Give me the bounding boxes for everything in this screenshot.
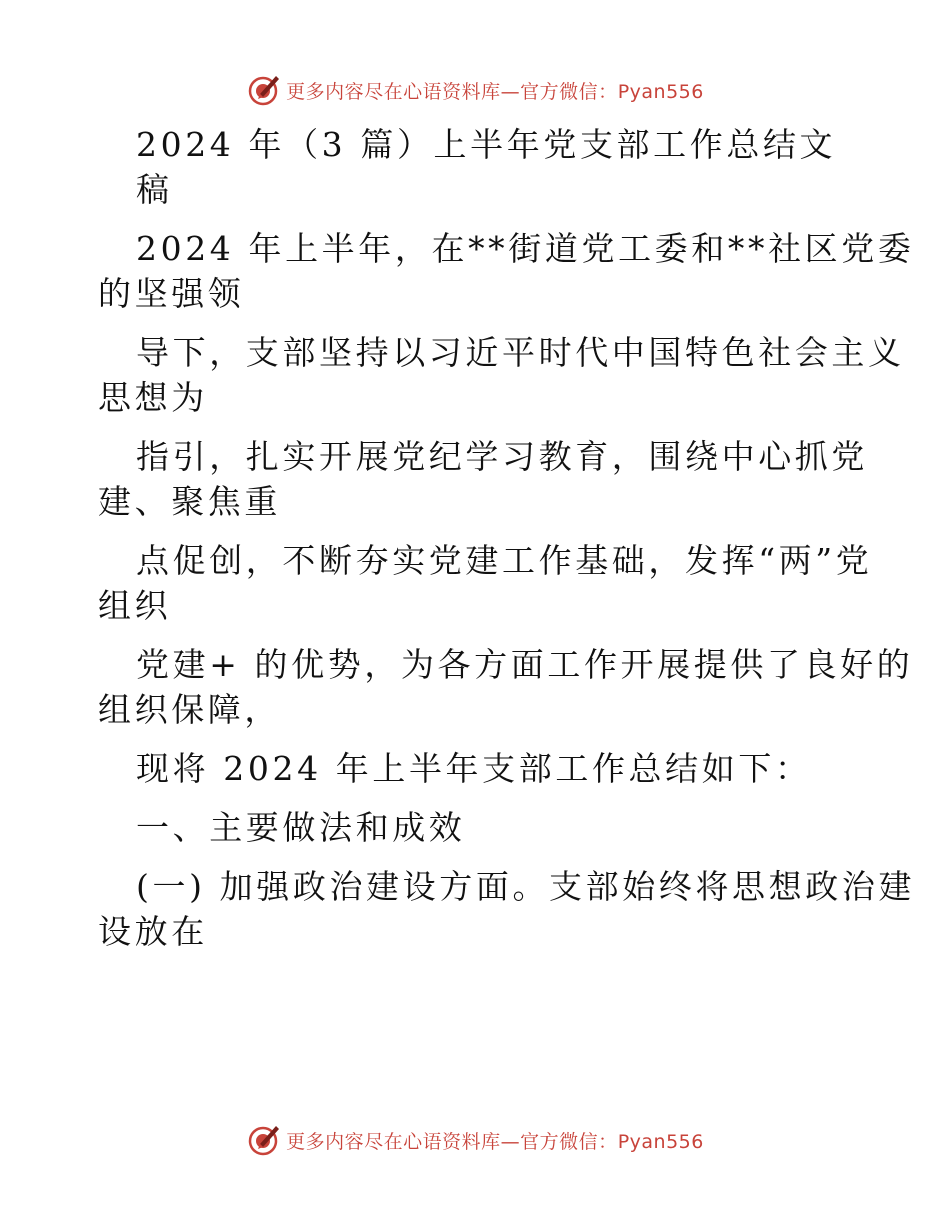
document-line: 点促创，不断夯实党建工作基础，发挥“两”党 [136,541,873,580]
watermark-dash: — [500,80,521,103]
watermark-official-label: 官方微信： [520,1130,618,1153]
document-line: 的坚强领 [98,274,245,313]
document-line: 指引，扎实开展党纪学习教育，围绕中心抓党 [136,437,868,476]
watermark-wechat-id: Pyan556 [617,80,704,103]
document-body [98,122,916,954]
document-line: 导下，支部坚持以习近平时代中国特色社会主义 [136,333,905,372]
document-line: 思想为 [98,378,208,417]
document-line: 2024 年上半年，在**街道党工委和**社区党委 [136,229,915,268]
document-line: 稿 [136,170,173,209]
document-line: 建、聚焦重 [98,482,281,521]
document-line: 设放在 [98,912,208,951]
document-line: 党建+ 的优势，为各方面工作开展提供了良好的 [136,645,914,684]
document-line: 一、主要做法和成效 [136,808,466,847]
document-line: 现将 2024 年上半年支部工作总结如下： [136,749,812,788]
watermark-official-label: 官方微信： [520,80,618,103]
document-line: 组织 [98,586,172,625]
document-line: 2024 年（3 篇）上半年党支部工作总结文 [136,125,837,164]
footer-watermark [0,1120,950,1160]
document-line: 组织保障， [98,690,281,729]
watermark-dash: — [500,1130,521,1153]
watermark-brand: 更多内容尽在心语资料库 [286,1130,501,1153]
header-watermark [0,70,950,110]
watermark-brand: 更多内容尽在心语资料库 [286,80,501,103]
watermark-wechat-id: Pyan556 [617,1130,704,1153]
document-line: (一) 加强政治建设方面。支部始终将思想政治建 [136,867,916,906]
pen-logo-icon [246,72,282,108]
pen-logo-icon [246,1122,282,1158]
